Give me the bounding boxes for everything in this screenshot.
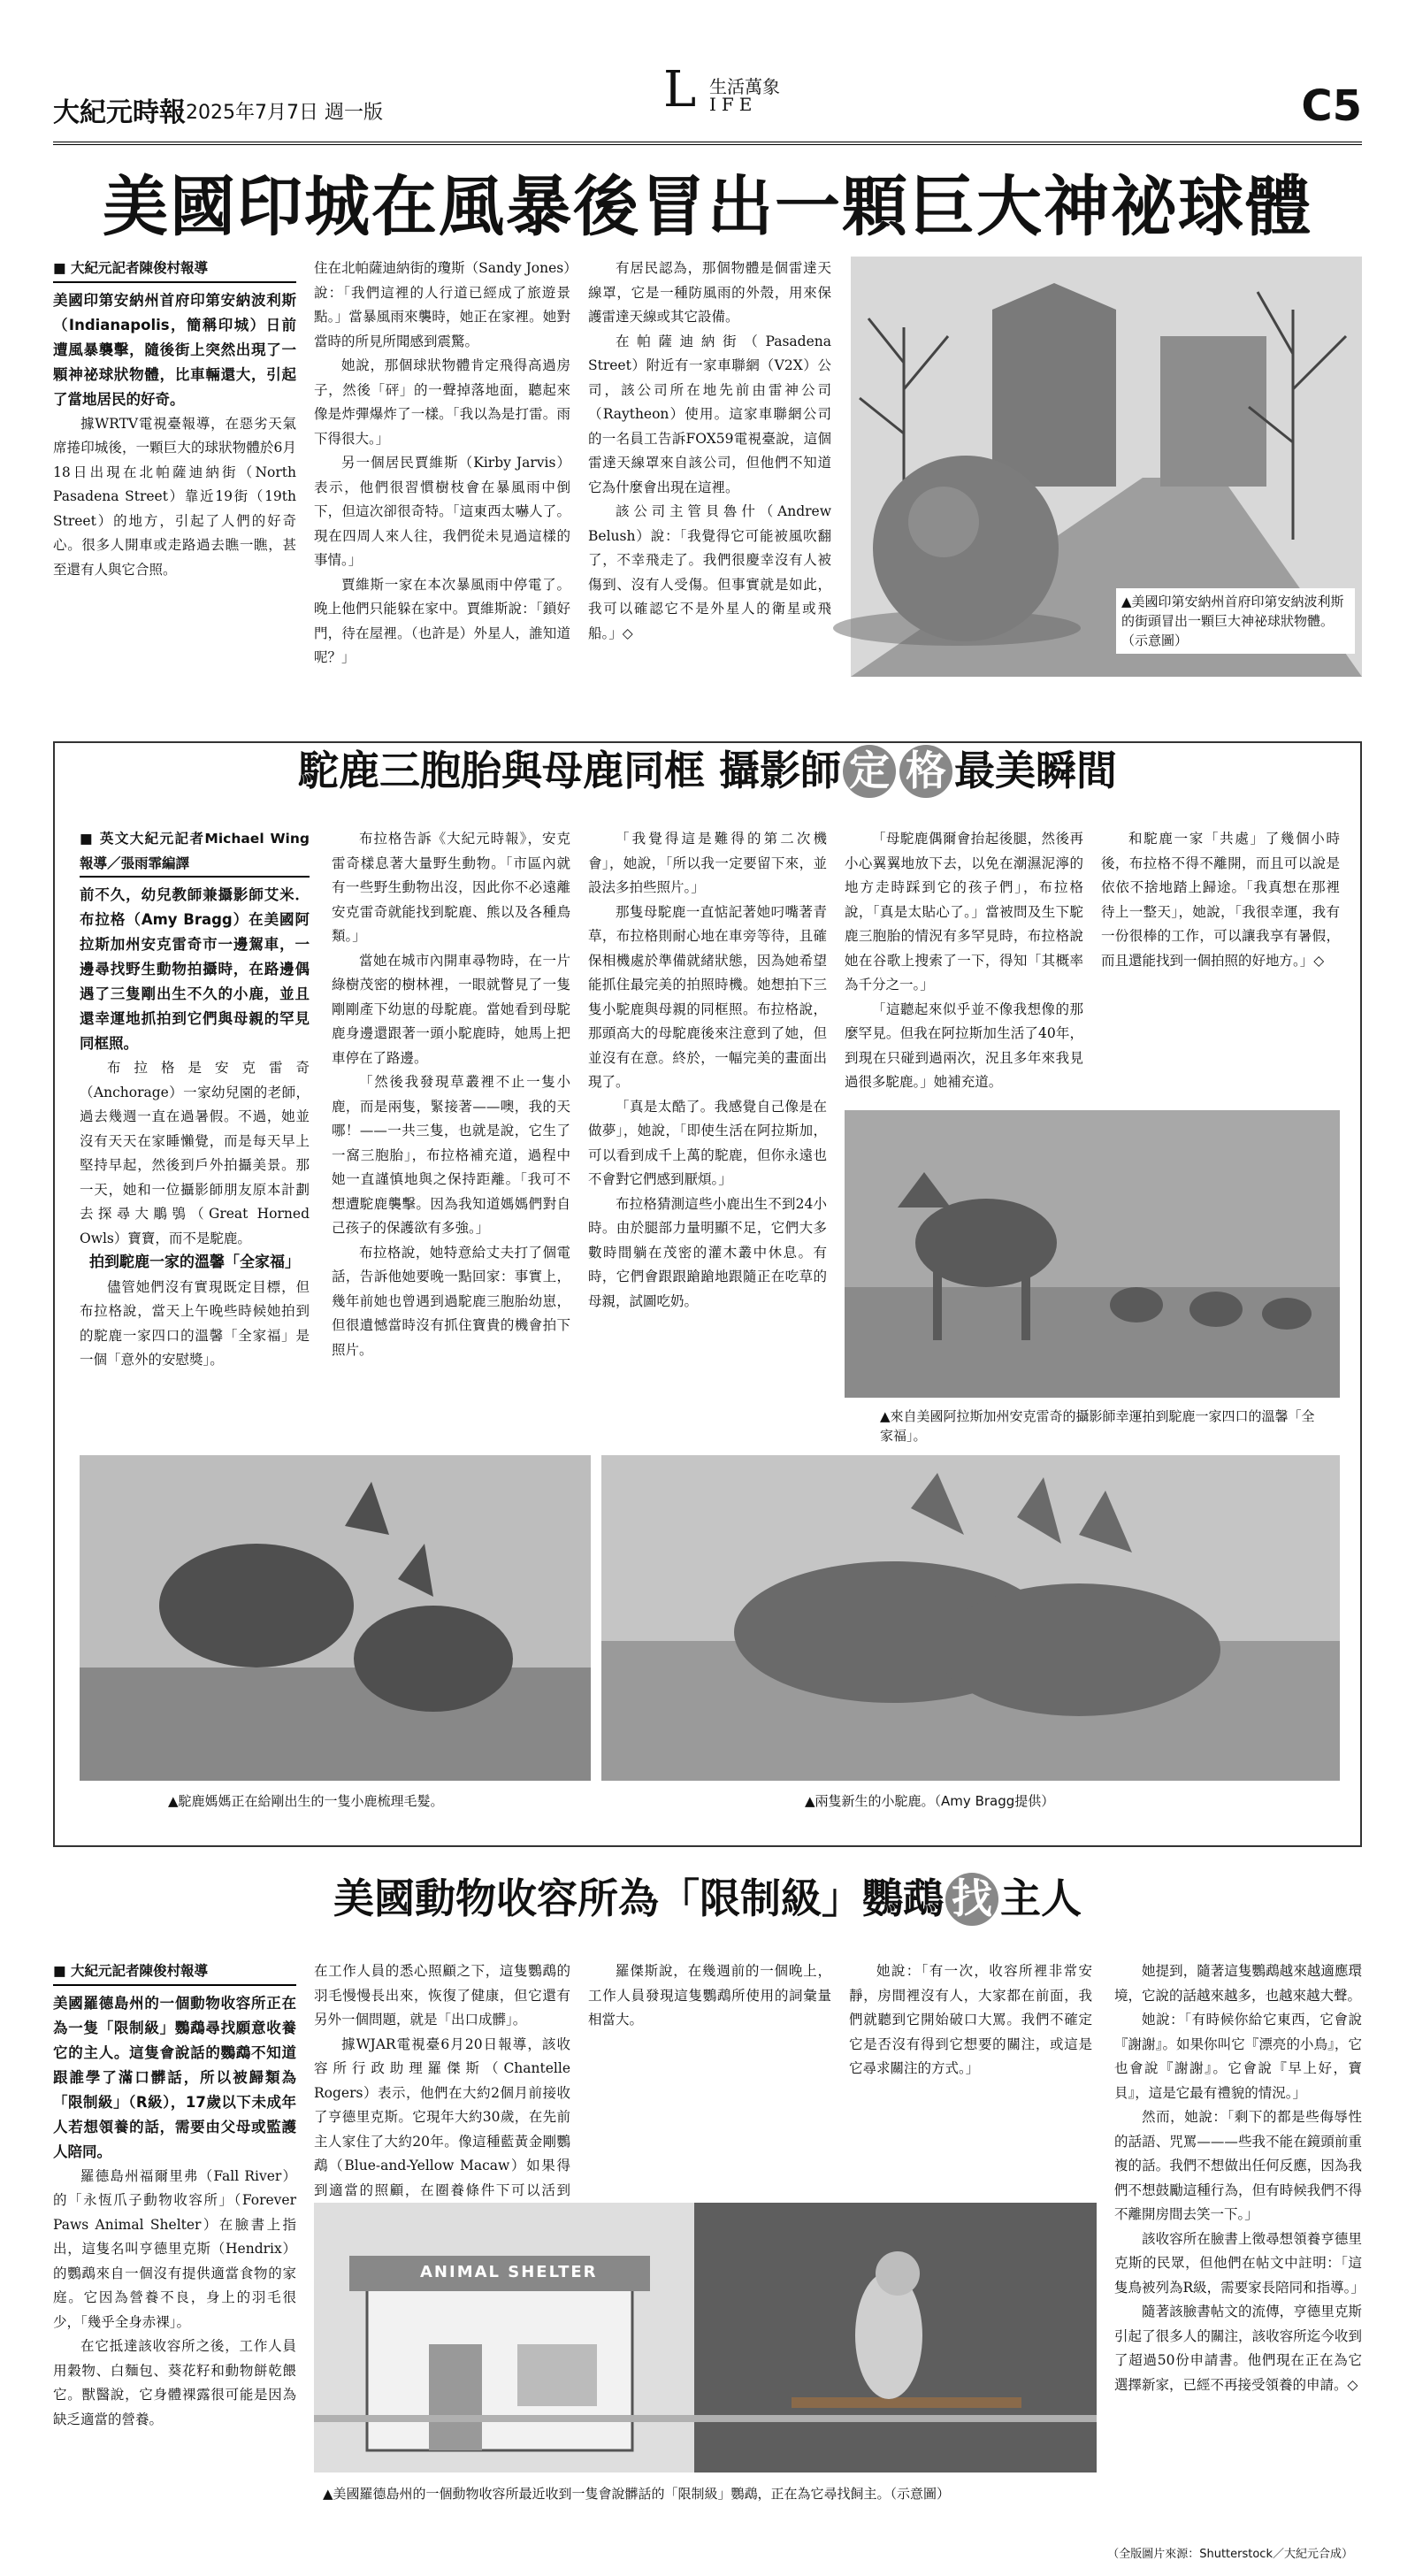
- moose-family-caption: ▲ 來自美國阿拉斯加州安克雷奇的攝影師幸運拍到駝鹿一家四口的溫馨「全家福」。: [880, 1407, 1322, 1445]
- page-number: C5: [1301, 81, 1362, 131]
- parrot-caption: ▲ 美國羅德島州的一個動物收容所最近收到一隻會說髒話的「限制級」鸚鵡，正在為它尋找飼主。（示意圖）: [323, 2484, 1092, 2503]
- story3-col-1: [53, 1959, 296, 2526]
- story2-paragraph: 布拉格猜測這些小鹿出生不到24小時。由於腿部力量明顯不足，它們大多數時間躺在茂密的灌木叢中休息。有時，它們會跟跟蹌蹌地跟隨正在吃草的母親，試圖吃奶。: [588, 1195, 827, 1309]
- issue-date: 2025年7月7日 週一版: [186, 102, 383, 124]
- story1-paragraph: 有居民認為，那個物體是個雷達天線罩，它是一種防風雨的外殼，用來保護雷達天線或其它設備。: [588, 260, 831, 325]
- story3-paragraph: 然而，她說：「剩下的都是些侮辱性的話語、咒罵———些我不能在鏡頭前重複的話。我們不想做出任何反應，因為我們不想鼓勵這種行為，但有時候我們不得不離開房間去笑一下。」: [1114, 2109, 1362, 2222]
- story3-paragraph: 她說：「有一次，收容所裡非常安靜，房間裡沒有人，大家都在前面，我們就聽到它開始破口大罵。我們不確定它是否沒有得到它想要的關注，或這是它尋求關注的方式。」: [849, 1963, 1092, 2076]
- story2-headline-part-b: 最美瞬間: [954, 747, 1117, 794]
- moose-family-photo: [845, 1110, 1340, 1398]
- story2-col-2: [332, 827, 570, 1402]
- story3-headline-circle: 找: [945, 1873, 998, 1926]
- story2-subhead: 拍到駝鹿一家的溫馨「全家福」: [89, 1254, 300, 1271]
- story2-paragraph: 布拉格是安克雷奇（Anchorage）一家幼兒園的老師，過去幾週一直在過暑假。不過，她並沒有天天在家睡懶覺，而是每天早上堅持早起，然後到戶外拍攝美景。那一天，她和一位攝影師朋友原本計劃去探尋大鵰鴞（Great Horned Owls）寶寶，而不是駝鹿。: [80, 1060, 310, 1246]
- story2-paragraph: 「真是太酷了。我感覺自己像是在做夢」，她說，「即使生活在阿拉斯加，可以看到成千上萬的駝鹿，但你永遠也不會對它們感到厭煩。」: [588, 1098, 827, 1187]
- story1-byline: ■ 大紀元記者陳俊村報導: [53, 257, 296, 283]
- story3-paragraph: 據WJAR電視臺6月20日報導，該收容所行政助理羅傑斯（Chantelle Rogers）表示，他們在大約2個月前接收了亨德里克斯。它現年大約30歲，在先前主人家住了大約20年。像這種藍黃金剛鸚鵡（Blue-and-Yellow Macaw）如果得到適當的照顧，在圈養條件下可以活到: [314, 2036, 570, 2198]
- story1-paragraph: 在帕薩迪納街（Pasadena Street）附近有一家車聯網（V2X）公司，該公司所在地先前由雷神公司（Raytheon）使用。這家車聯網公司的一名員工告訴FOX59電視臺說，這個雷達天線罩來自該公司，但他們不知道它為什麼會出現在這裡。: [588, 333, 831, 495]
- story2-col-5: [1101, 827, 1340, 1092]
- story2-paragraph: 當她在城市內開車尋物時，在一片綠樹茂密的樹林裡，一眼就瞥見了一隻剛剛產下幼崽的母駝鹿。當她看到母駝鹿身邊還跟著一頭小駝鹿時，她馬上把車停在了路邊。: [332, 952, 570, 1066]
- story2-headline: [53, 739, 1362, 798]
- parrot-shelter-photo: [314, 2203, 1097, 2472]
- moose-mother-photo: [80, 1455, 591, 1781]
- story2-paragraph: 「然後我發現草叢裡不止一隻小鹿，而是兩隻，緊接著——噢，我的天哪！——一共三隻，也就是說，它生了一窩三胞胎」，布拉格補充道，過程中她一直謹慎地與之保持距離。「我可不想遭駝鹿襲擊。因為我知道媽媽們對自己孩子的保護欲有多強。」: [332, 1074, 570, 1236]
- story2-col-3: [588, 827, 827, 1402]
- street-sphere-photo: [851, 257, 1362, 677]
- story3-col-2: [314, 1959, 570, 2198]
- story2-col-4: [845, 827, 1083, 1092]
- story3-paragraph: 在它抵達該收容所之後，工作人員用穀物、白麵包、葵花籽和動物餅乾餵它。獸醫說，它身體裸露很可能是因為缺乏適當的營養。: [53, 2338, 296, 2427]
- story2-paragraph: 布拉格說，她特意給丈夫打了個電話，告訴他她要晚一點回家：事實上，幾年前她也曾遇到過駝鹿三胞胎幼崽，但很遺憾當時沒有抓住寶貴的機會拍下照片。: [332, 1244, 570, 1358]
- story1-caption: ▲ 美國印第安納州首府印第安納波利斯的街頭冒出一顆巨大神祕球狀物體。（示意圖）: [1116, 588, 1355, 654]
- story2-paragraph: 「這聽起來似乎並不像我想像的那麼罕見。但我在阿拉斯加生活了40年，到現在只碰到過兩次，況且多年來我見過很多駝鹿。」她補充道。: [845, 1000, 1083, 1090]
- story1-col-1: [53, 257, 296, 717]
- story1-paragraph: 另一個居民賈維斯（Kirby Jarvis）表示，他們很習慣樹枝會在暴風雨中倒下，但這次卻很奇特。「這東西太嚇人了。現在四周人來人往，我們從未見過這樣的事情。」: [314, 455, 570, 568]
- story2-paragraph: 那隻母駝鹿一直惦記著她叼嘴著青草，布拉格則耐心地在車旁等待，且確保相機處於準備就緒狀態，因為她希望能抓住最完美的拍照時機。她想拍下三隻小駝鹿與母親的同框照。布拉格說，那頭高大的母駝鹿後來注意到了她，但並沒有在意。終於，一幅完美的畫面出現了。: [588, 903, 827, 1090]
- moose-mother-caption: ▲ 駝鹿媽媽正在給剛出生的一隻小鹿梳理毛髮。: [168, 1791, 575, 1811]
- story3-col-5: [1114, 1959, 1365, 2526]
- story3-paragraph: 羅傑斯說，在幾週前的一個晚上，工作人員發現這隻鸚鵡所使用的詞彙量相當大。: [588, 1963, 831, 2028]
- story3-paragraph: 該收容所在臉書上徵尋想領養亨德里克斯的民眾，但他們在帖文中註明：「這隻鳥被列為R級，需要家長陪同和指導。」: [1114, 2230, 1365, 2296]
- moose-twins-caption: ▲ 兩隻新生的小駝鹿。（Amy Bragg提供）: [805, 1791, 1335, 1811]
- story1-paragraph: 她說，那個球狀物體肯定飛得高過房子，然後「砰」的一聲掉落地面，聽起來像是炸彈爆炸了一樣。「我以為是打雷。雨下得很大。」: [314, 357, 570, 447]
- story2-paragraph: 儘管她們沒有實現既定目標，但布拉格說，當天上午晚些時候她拍到的駝鹿一家四口的溫馨「全家福」是一個「意外的安慰獎」。: [80, 1278, 310, 1368]
- story2-headline-part-a: 駝鹿三胞胎與母鹿同框 攝影師: [297, 747, 841, 794]
- story1-headline: 美國印城在風暴後冒出一顆巨大神祕球體: [103, 169, 1312, 245]
- story2-paragraph: 「我覺得這是難得的第二次機會」，她說，「所以我一定要留下來，並設法多拍些照片。」: [588, 831, 827, 895]
- story3-headline-part-b: 主人: [1000, 1874, 1082, 1922]
- story1-lead: 美國印第安納州首府印第安納波利斯（Indianapolis，簡稱印城）日前遭風暴襲擊，隨後街上突然出現了一顆神祕球狀物體，比車輛還大，引起了當地居民的好奇。: [53, 291, 296, 408]
- story3-byline: ■ 大紀元記者陳俊村報導: [53, 1959, 296, 1986]
- story1-paragraph: 住在北帕薩迪納街的瓊斯（Sandy Jones）說：「我們這裡的人行道已經成了旅遊景點。」當暴風雨來襲時，她正在家裡。她對當時的所見所聞感到震驚。: [314, 260, 570, 349]
- story2-col-1: [80, 827, 310, 1402]
- section-logo-letter: L: [663, 61, 697, 119]
- story3-headline-part-a: 美國動物收容所為「限制級」鸚鵡: [333, 1874, 944, 1922]
- story1-paragraph: 賈維斯一家在本次暴風雨中停電了。晚上他們只能躲在家中。賈維斯說：「鎖好門，待在屋裡。（也許是）外星人，誰知道呢？」: [314, 576, 570, 665]
- story3-col-4: [849, 1959, 1092, 2189]
- story3-paragraph: 羅德島州福爾里弗（Fall River）的「永恆爪子動物收容所」（Forever Paws Animal Shelter）在臉書上指出，這隻名叫亨德里克斯（Hendrix）的鸚鵡來自一個沒有提供適當食物的家庭。它因為營養不良，身上的羽毛很少，「幾乎全身赤裸」。: [53, 2167, 296, 2330]
- story3-lead: 美國羅德島州的一個動物收容所正在為一隻「限制級」鸚鵡尋找願意收養它的主人。這隻會說話的鸚鵡不知道跟誰學了滿口髒話，所以被歸類為「限制級」（R級），17歲以下未成年人若想領養的話，需要由父母或監護人陪同。: [53, 1994, 296, 2160]
- story1-paragraph: 據WRTV電視臺報導，在惡劣天氣席捲印城後，一顆巨大的球狀物體於6月18日出現在北帕薩迪納街（North Pasadena Street）靠近19街（19th Street）的地方，引起了人們的好奇心。很多人開車或走路過去瞧一瞧，甚至還有人與它合照。: [53, 415, 296, 578]
- story1-col-2: [314, 257, 570, 717]
- story1-col-3: [588, 257, 831, 717]
- masthead: [53, 61, 1362, 134]
- story3-col-3: [588, 1959, 831, 2189]
- section-name: 生活萬象: [709, 76, 780, 97]
- newspaper-brand: 大紀元時報: [53, 97, 186, 128]
- story2-headline-circle: 格: [899, 745, 952, 798]
- masthead-rule: [53, 142, 1362, 145]
- story1-paragraph: 該公司主管貝魯什（Andrew Belush）說：「我覺得它可能被風吹翻了，不幸飛走了。我們很慶幸沒有人被傷到、沒有人受傷。但事實就是如此，我可以確認它不是外星人的衛星或飛船。」◇: [588, 503, 831, 641]
- story3-paragraph: 她提到，隨著這隻鸚鵡越來越適應環境，它說的話越來越多，也越來越大聲。: [1114, 1963, 1362, 2004]
- section-label: IFE: [709, 94, 758, 115]
- story2-paragraph: 「母駝鹿偶爾會抬起後腿，然後再小心翼翼地放下去，以免在潮濕泥濘的地方走時踩到它的孩子們」，布拉格說，「真是太貼心了。」當被問及生下駝鹿三胞胎的情況有多罕見時，布拉格說她在谷歌上搜索了一下，得知「其概率為千分之一。」: [845, 831, 1083, 993]
- story3-paragraph: 她說：「有時候你給它東西，它會說『謝謝』。如果你叫它『漂亮的小鳥』，它也會說『謝謝』。它會說『早上好，寶貝』，這是它最有禮貌的情況。」: [1114, 2012, 1362, 2101]
- story3-paragraph: 隨著該臉書帖文的流傳，亨德里克斯引起了很多人的關注，該收容所迄今收到了超過50份申請書。他們現在正在為它選擇新家，已經不再接受領養的申請。◇: [1114, 2304, 1362, 2393]
- story3-headline: [53, 1867, 1362, 1926]
- story2-paragraph: 和駝鹿一家「共處」了幾個小時後，布拉格不得不離開，而且可以說是依依不捨地踏上歸途。「我真想在那裡待上一整天」，她說，「我很幸運，我有一份很棒的工作，可以讓我享有暑假，而且還能找到一個拍照的好地方。」◇: [1101, 831, 1340, 969]
- story2-lead: 前不久，幼兒教師兼攝影師艾米．布拉格（Amy Bragg）在美國阿拉斯加州安克雷奇市一邊駕車，一邊尋找野生動物拍攝時，在路邊偶遇了三隻剛出生不久的小鹿，並且還幸運地抓拍到它們與母親的罕見同框照。: [80, 886, 310, 1052]
- moose-twins-photo: [601, 1455, 1340, 1781]
- story3-paragraph: 在工作人員的悉心照顧之下，這隻鸚鵡的羽毛慢慢長出來，恢復了健康，但它還有另外一個問題，就是「出口成髒」。: [314, 1963, 570, 2028]
- story2-headline-circle: 定: [843, 745, 896, 798]
- story2-paragraph: 布拉格告訴《大紀元時報》，安克雷奇樣息著大量野生動物。「市區內就有一些野生動物出沒，因此你不必遠離安克雷奇就能找到駝鹿、熊以及各種鳥類。」: [332, 831, 570, 944]
- photo-credit: （全版圖片來源：Shutterstock／大紀元合成）: [1107, 2548, 1353, 2561]
- story2-byline: ■ 英文大紀元記者Michael Wing報導／張雨霏編譯: [80, 827, 310, 878]
- shelter-sign: ANIMAL SHELTER: [420, 2263, 598, 2281]
